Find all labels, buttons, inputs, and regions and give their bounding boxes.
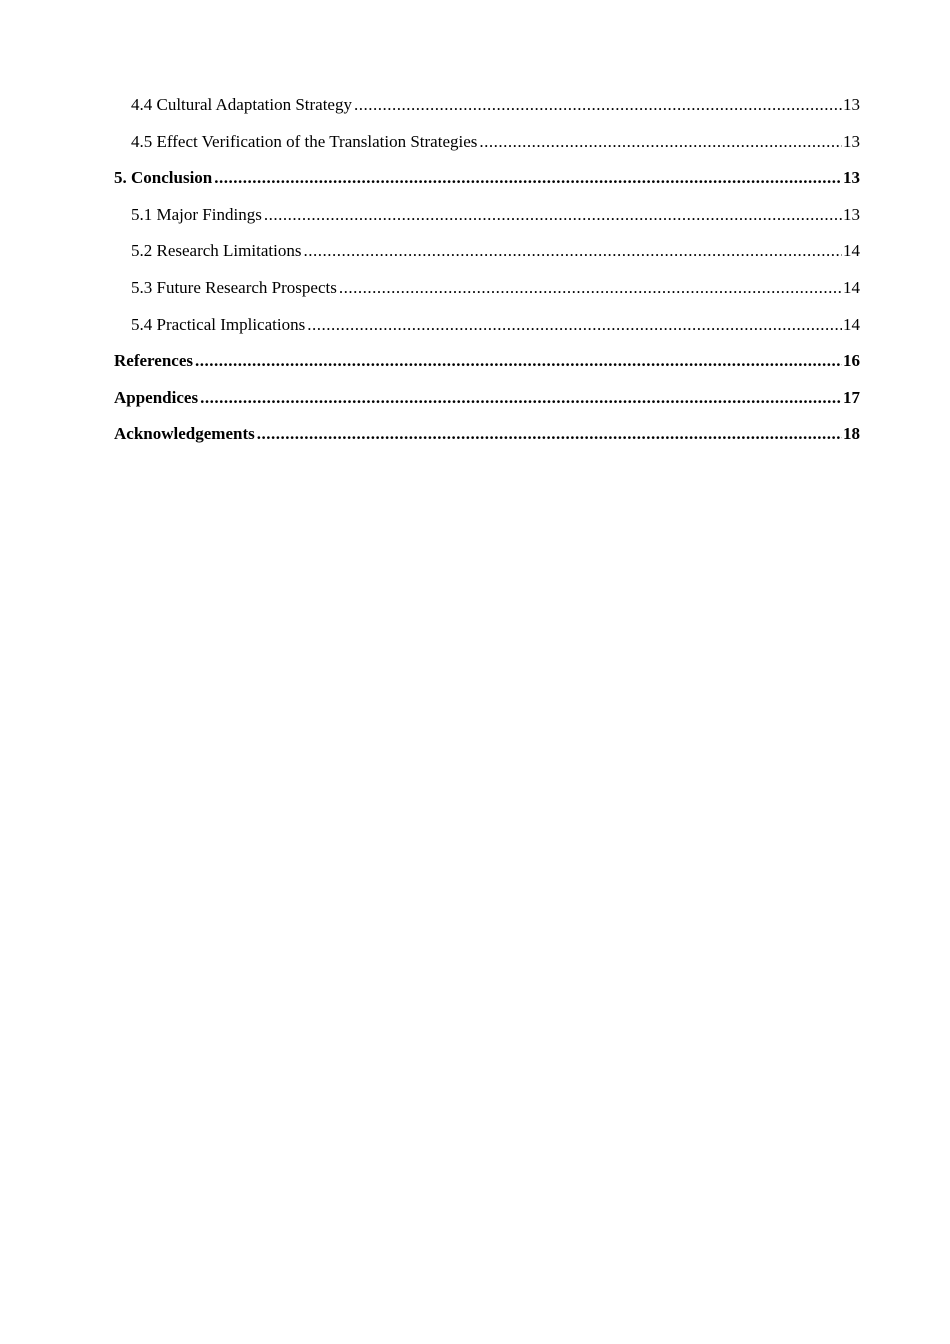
toc-entry-page: 13 [843,204,860,224]
toc-entry-5-2[interactable] [114,238,860,275]
toc-entry-5-4[interactable] [114,312,860,349]
toc-dot-leader [479,129,842,155]
toc-dot-leader [257,421,842,447]
toc-entry-page: 16 [843,351,860,371]
toc-entry-title: Acknowledgements [114,424,255,444]
toc-entry-title: 5. Conclusion [114,168,213,188]
toc-dot-leader [214,165,842,191]
toc-entry-4-4[interactable] [114,92,860,129]
toc-entry-title: 5.2 Research Limitations [131,241,302,261]
toc-entry-title: References [114,351,193,371]
toc-entry-title: 4.5 Effect Verification of the Translation Strategies [131,131,478,151]
toc-dot-leader [339,275,842,301]
toc-entry-5-1[interactable] [114,202,860,239]
toc-entry-page: 13 [843,95,860,114]
toc-entry-title: Appendices [114,387,199,407]
toc-dot-leader [354,92,842,118]
toc-dot-leader [303,238,842,264]
toc-entry-title: 4.4 Cultural Adaptation Strategy [131,95,352,114]
toc-entry-5-3[interactable] [114,275,860,312]
toc-entry-acknowledgements[interactable] [114,421,860,458]
toc-dot-leader [307,312,842,338]
toc-entry-references[interactable] [114,348,860,385]
toc-dot-leader [195,348,842,374]
toc-entry-page: 14 [843,241,860,261]
toc-entry-4-5[interactable] [114,129,860,166]
toc-entry-page: 14 [843,277,860,297]
toc-entry-title: 5.4 Practical Implications [131,314,306,334]
toc-entry-page: 13 [843,131,860,151]
toc-entry-page: 14 [843,314,860,334]
toc-dot-leader [264,202,842,228]
toc-entry-5-conclusion[interactable] [114,165,860,202]
toc-entry-title: 5.1 Major Findings [131,204,262,224]
toc-entry-page: 18 [843,424,860,444]
table-of-contents [114,92,860,458]
toc-entry-page: 17 [843,387,860,407]
toc-entry-appendices[interactable] [114,385,860,422]
toc-entry-title: 5.3 Future Research Prospects [131,277,337,297]
toc-entry-page: 13 [843,168,860,188]
toc-dot-leader [200,385,842,411]
